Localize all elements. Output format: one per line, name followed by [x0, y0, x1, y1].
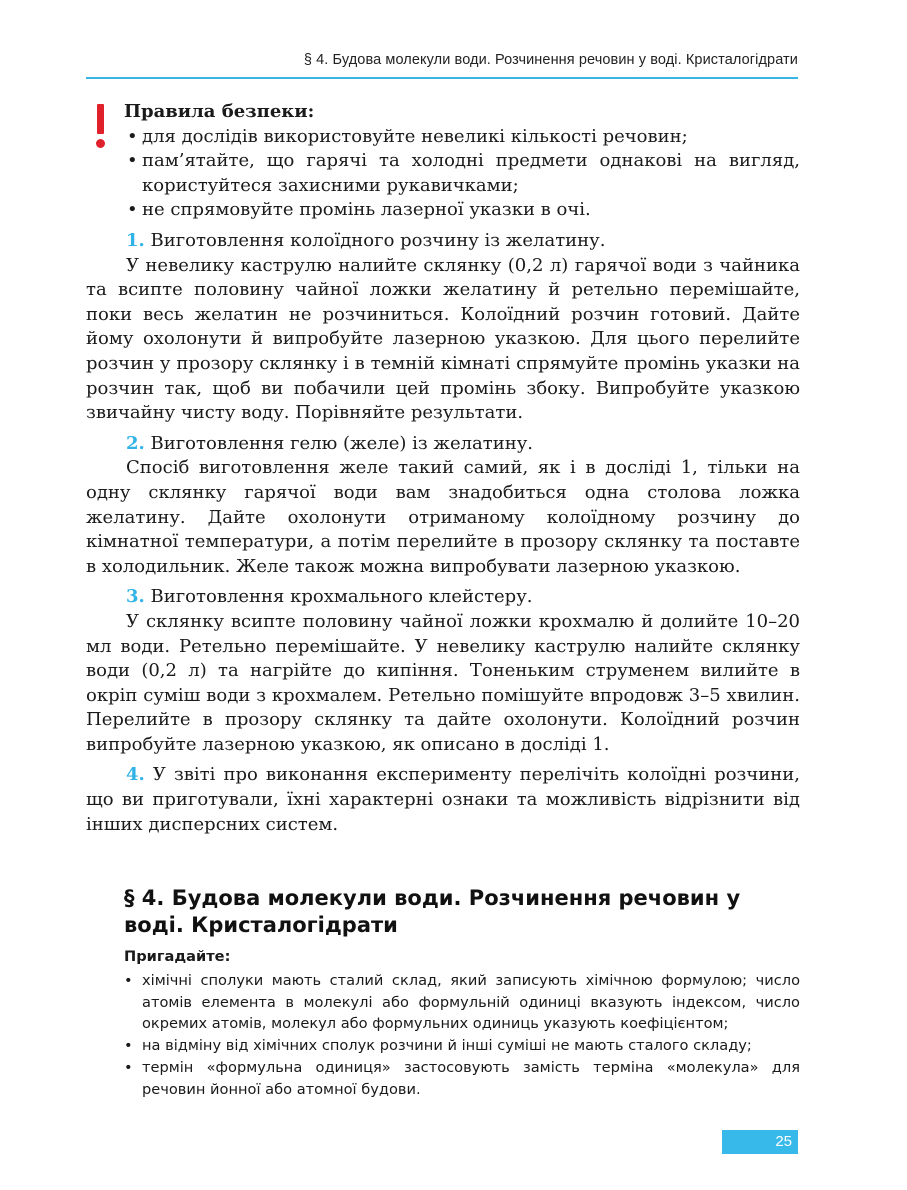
exclamation-bar — [97, 104, 104, 134]
step-text: У звіті про виконання експерименту перелічіть колоїдні розчини, що ви приготували, їхні характерні ознаки та можливість відрізнити від інших дисперсних систем. — [86, 764, 800, 835]
step-title: Виготовлення колоїдного розчину із желатину. — [150, 230, 606, 251]
recall-item: • термін «формульна одиниця» застосовують замість терміна «молекула» для речовин йонної або атомної будови. — [124, 1057, 800, 1101]
step-number: 2. — [126, 432, 145, 454]
safety-list — [124, 125, 800, 223]
safety-title: Правила безпеки: — [124, 101, 315, 122]
section-title: § 4. Будова молекули води. Розчинення речовин у воді. Кристалогідрати — [124, 886, 741, 937]
step-2-heading — [86, 432, 800, 457]
recall-item: • хімічні сполуки мають сталий склад, який записують хімічною формулою; число атомів елемента в молекулі або формульній одиниці вказують індексом, число окремих атомів, молекул або формульних одиниць указують коефіцієнтом; — [124, 970, 800, 1035]
step-title: Виготовлення крохмального клейстеру. — [150, 586, 533, 608]
step-1-heading — [86, 229, 800, 254]
safety-item: • для дослідів використовуйте невеликі кількості речовин; — [124, 125, 800, 150]
step-number: 1. — [126, 230, 145, 251]
exclamation-mark-icon — [96, 104, 108, 152]
page-number: 25 — [722, 1130, 798, 1154]
step-1-body: У невелику каструлю налийте склянку (0,2 л) гарячої води з чайника та всипте половину чайної ложки желатину й ретельно перемішайте, поки весь желатин не розчиниться. Колоїдний розчин готовий. Дайте йому охолонути й випробуйте лазерною указкою. Для цього перелийте розчин у прозору склянку і в темній кімнаті спрямуйте промінь указки на розчин так, щоб ви побачили цей промінь збоку. Випробуйте указкою звичайну чисту воду. Порівняйте результати. — [86, 254, 800, 424]
running-header: § 4. Будова молекули води. Розчинення речовин у воді. Кристалогідрати — [303, 52, 798, 68]
step-3-heading — [86, 585, 800, 610]
recall-item: • на відміну від хімічних сполук розчини й інші суміші не мають сталого складу; — [124, 1035, 800, 1057]
safety-rules — [124, 100, 800, 223]
exclamation-dot — [96, 139, 105, 148]
header-rule — [86, 77, 798, 79]
recall-box — [124, 946, 800, 1101]
step-2-body: Спосіб виготовлення желе такий самий, як і в досліді 1, тільки на одну склянку гарячої води вам знадобиться одна столова ложка желатину. Дайте охолонути отриманому колоїдному розчину до кімнатної температури, а потім перелийте в прозору склянку та поставте в холодильник. Желе також можна випробувати лазерною указкою. — [86, 457, 800, 577]
step-number: 4. — [126, 764, 145, 786]
recall-title: Пригадайте: — [124, 948, 231, 965]
safety-item: • не спрямовуйте промінь лазерної указки в очі. — [124, 198, 800, 223]
recall-list — [124, 970, 800, 1101]
safety-item: • пам’ятайте, що гарячі та холодні предмети однакові на вигляд, користуйтеся захисними рукавичками; — [124, 149, 800, 198]
experiment-steps — [86, 226, 800, 837]
step-4-paragraph — [86, 763, 800, 837]
step-3-body: У склянку всипте половину чайної ложки крохмалю й долийте 10–20 мл води. Ретельно перемішайте. У невелику каструлю налийте склянку води (0,2 л) та нагрійте до кипіння. Тоненьким струменем вилийте в окріп суміш води з крохмалем. Ретельно помішуйте впродовж 3–5 хвилин. Перелийте в прозору склянку та дайте охолонути. Колоїдний розчин випробуйте лазерною указкою, як описано в досліді 1. — [86, 610, 800, 755]
step-number: 3. — [126, 586, 145, 608]
step-title: Виготовлення гелю (желе) із желатину. — [150, 432, 534, 454]
